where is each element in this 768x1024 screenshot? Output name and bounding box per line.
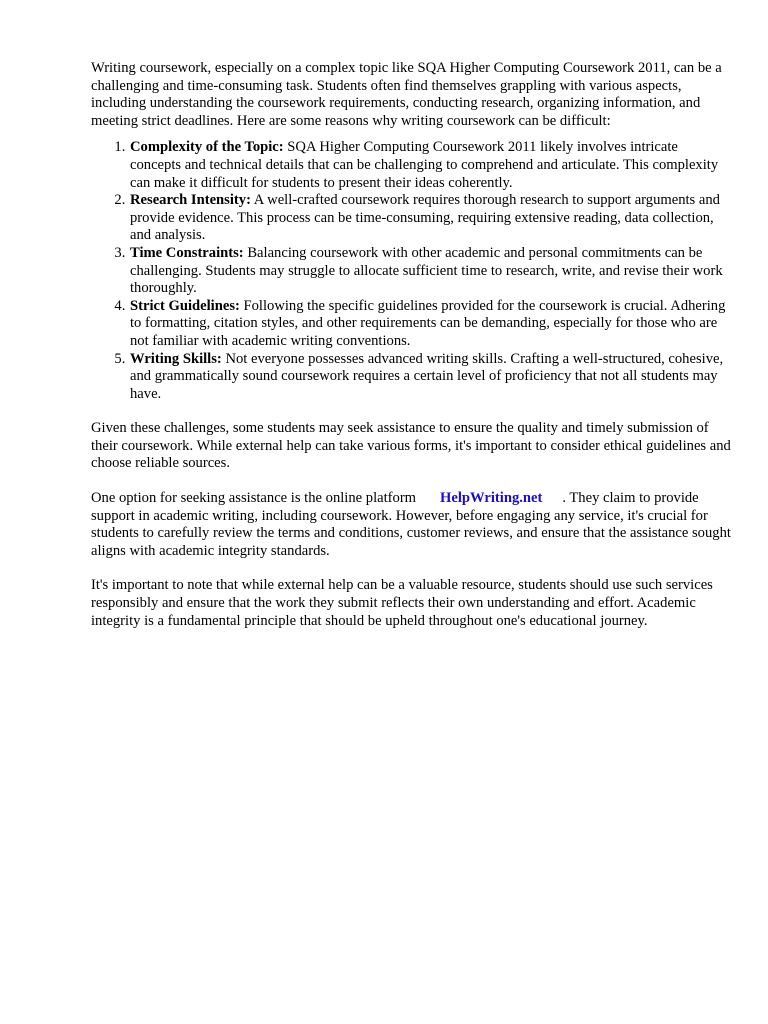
reason-text: Following the specific guidelines provided for the coursework is crucial. Adhering to formatting, citation styles, and other requirements can be demanding, especially for those who are not familiar with academic writing conventions. bbox=[130, 297, 726, 349]
reason-term: Strict Guidelines: bbox=[130, 297, 240, 314]
option-text-before: One option for seeking assistance is the online platform bbox=[91, 490, 417, 507]
list-item bbox=[129, 298, 731, 351]
option-text-after: . They claim to provide support in academic writing, including coursework. However, before engaging any service, it's crucial for students to carefully review the terms and conditions, customer reviews, and ensure that the assistance sought aligns with academic integrity standards. bbox=[91, 490, 731, 559]
intro-paragraph: Writing coursework, especially on a complex topic like SQA Higher Computing Coursework 2011, can be a challenging and time-consuming task. Students often find themselves grappling with various aspects, including understanding the coursework requirements, conducting research, organizing information, and meeting strict deadlines. Here are some reasons why writing coursework can be difficult: bbox=[91, 60, 722, 129]
helpwriting-link[interactable]: HelpWriting.net bbox=[440, 490, 543, 507]
reason-term: Research Intensity: bbox=[130, 192, 251, 209]
challenges-paragraph: Given these challenges, some students may seek assistance to ensure the quality and timely submission of their coursework. While external help can take various forms, it's important to consider ethical guidelines and choose reliable sources. bbox=[91, 420, 731, 472]
option-paragraph bbox=[91, 490, 731, 560]
closing-paragraph: It's important to note that while external help can be a valuable resource, students should use such services responsibly and ensure that the work they submit reflects their own understanding and effort. Academic integrity is a fundamental principle that should be upheld throughout one's educational journey. bbox=[91, 577, 713, 629]
reason-text: SQA Higher Computing Coursework 2011 likely involves intricate concepts and technical details that can be challenging to comprehend and articulate. This complexity can make it difficult for students to present their ideas coherently. bbox=[130, 139, 719, 191]
list-item bbox=[129, 139, 731, 192]
reasons-list bbox=[91, 139, 731, 403]
document-page bbox=[91, 60, 731, 630]
list-item bbox=[129, 351, 731, 404]
reason-term: Complexity of the Topic: bbox=[130, 139, 284, 156]
reason-text: A well-crafted coursework requires thorough research to support arguments and provide evidence. This process can be time-consuming, requiring extensive reading, data collection, and analysis. bbox=[130, 192, 720, 244]
list-item bbox=[129, 192, 731, 245]
list-item bbox=[129, 245, 731, 298]
reason-text: Not everyone possesses advanced writing skills. Crafting a well-structured, cohesive, and grammatically sound coursework requires a certain level of proficiency that not all students may have. bbox=[130, 350, 724, 402]
reason-term: Time Constraints: bbox=[130, 244, 244, 261]
reason-text: Balancing coursework with other academic and personal commitments can be challenging. Students may struggle to allocate sufficient time to research, write, and revise their work thoroughly. bbox=[130, 244, 723, 297]
reason-term: Writing Skills: bbox=[130, 350, 222, 367]
